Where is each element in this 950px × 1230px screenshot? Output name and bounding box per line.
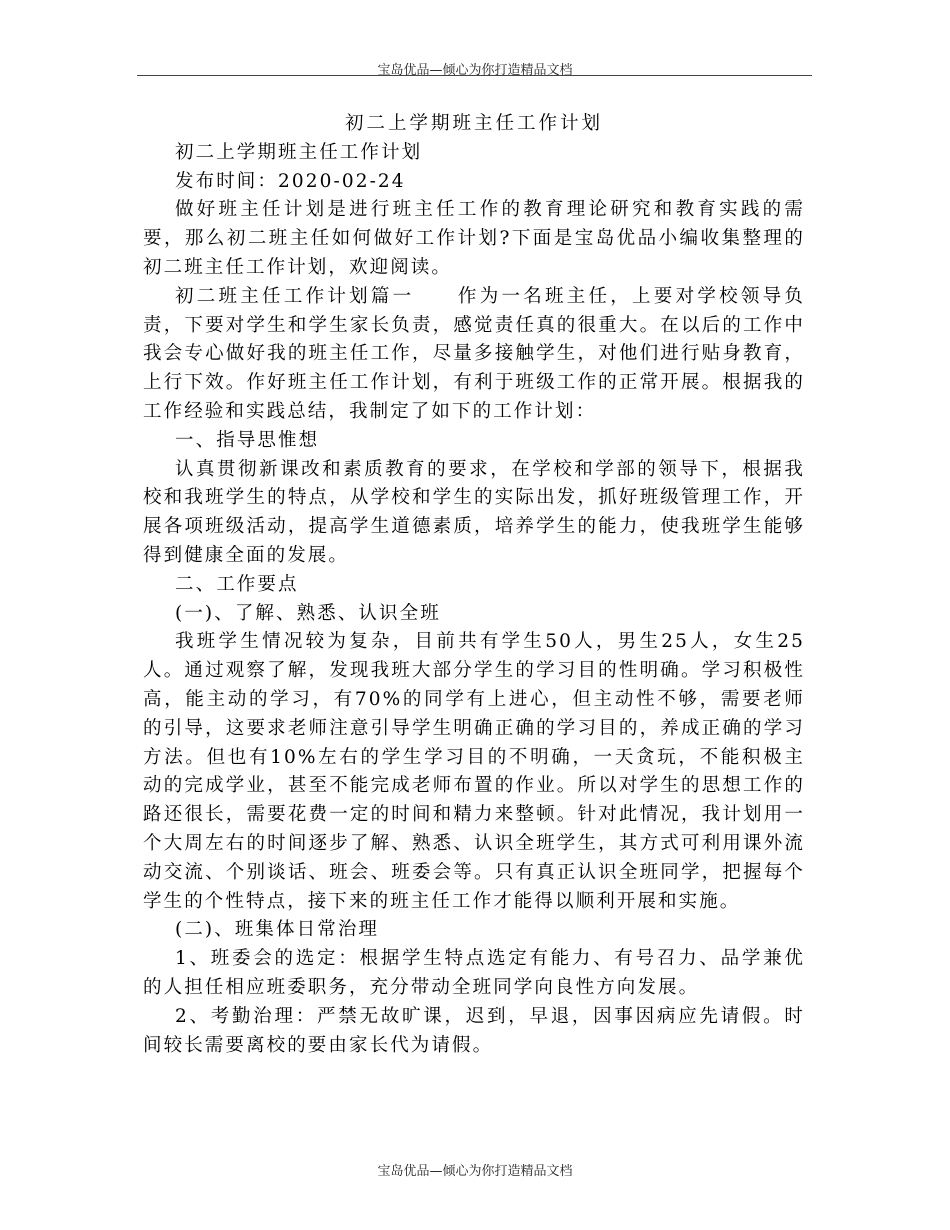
document-title: 初二上学期班主任工作计划 <box>344 113 603 134</box>
header-divider <box>137 75 812 76</box>
subsection-heading-understand-class: (一)、了解、熟悉、认识全班 <box>175 602 441 624</box>
section-heading-guiding-thought: 一、指导思惟想 <box>175 429 320 451</box>
section-heading-work-points: 二、工作要点 <box>175 573 299 595</box>
plan-part-one-paragraph: 初二班主任工作计划篇一 作为一名班主任，上要对学校领导负责，下要对学生和学生家长负责，感觉责任真的很重大。在以后的工作中我会专心做好我的班主任工作，尽量多接触学生，对他们进行贴身教育，上行下效。作好班主任工作计划，有利于班级工作的正常开展。根据我的工作经验和实践总结，我制定了如下的工作计划： <box>143 285 805 422</box>
page-footer: 宝岛优品—倾心为你打造精品文档 <box>377 1164 573 1179</box>
guiding-thought-paragraph: 认真贯彻新课改和素质教育的要求，在学校和学部的领导下，根据我校和我班学生的特点，从学校和学生的实际出发，抓好班级管理工作，开展各项班级活动，提高学生道德素质，培养学生的能力，使我班学生能够得到健康全面的发展。 <box>143 458 805 566</box>
document-body <box>143 110 805 1060</box>
publish-date: 发布时间：2020-02-24 <box>175 170 406 192</box>
page-header: 宝岛优品—倾心为你打造精品文档 <box>377 63 573 78</box>
intro-paragraph: 做好班主任计划是进行班主任工作的教育理论研究和教育实践的需要，那么初二班主任如何做好工作计划?下面是宝岛优品小编收集整理的初二班主任工作计划，欢迎阅读。 <box>143 199 805 278</box>
attendance-paragraph: 2、考勤治理：严禁无故旷课，迟到，早退，因事因病应先请假。时间较长需要离校的要由家长代为请假。 <box>143 1005 805 1056</box>
class-situation-paragraph: 我班学生情况较为复杂，目前共有学生50人，男生25人，女生25人。通过观察了解，发现我班大部分学生的学习目的性明确。学习积极性高，能主动的学习，有70%的同学有上进心，但主动性不够，需要老师的引导，这要求老师注意引导学生明确正确的学习目的，养成正确的学习方法。但也有10%左右的学生学习目的不明确，一天贪玩，不能积极主动的完成学业，甚至不能完成老师布置的作业。所以对学生的思想工作的路还很长，需要花费一定的时间和精力来整顿。针对此情况，我计划用一个大周左右的时间逐步了解、熟悉、认识全班学生，其方式可利用课外流动交流、个别谈话、班会、班委会等。只有真正认识全班同学，把握每个学生的个性特点，接下来的班主任工作才能得以顺利开展和实施。 <box>143 631 805 912</box>
subtitle-paragraph: 初二上学期班主任工作计划 <box>175 141 423 163</box>
subsection-heading-daily-management: (二)、班集体日常治理 <box>175 919 380 941</box>
committee-selection-paragraph: 1、班委会的选定：根据学生特点选定有能力、有号召力、品学兼优的人担任相应班委职务，充分带动全班同学向良性方向发展。 <box>143 948 805 998</box>
